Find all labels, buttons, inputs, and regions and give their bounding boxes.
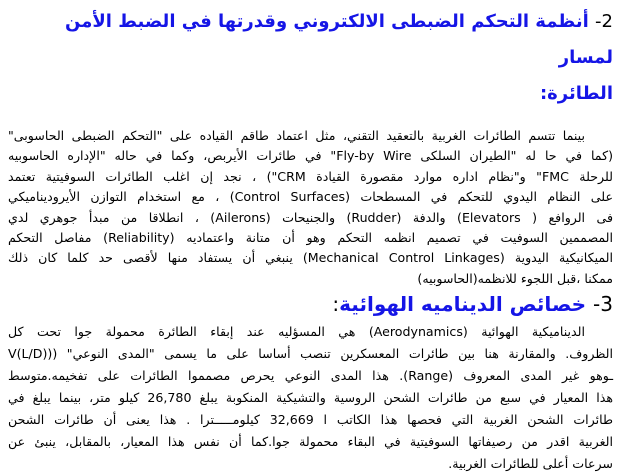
section-3-number: 3- (593, 292, 613, 317)
section-2-heading-line2: الطائرة: (539, 83, 613, 104)
section-2-paragraph (8, 126, 613, 289)
paragraph-line: الظروف. والمقارنة هنا بين طائرات المعسكرين تنصب أساسا على ما يسمى "المدى النوعي" ((V(L/D) (8, 346, 613, 362)
section-3-paragraph (8, 321, 613, 475)
paragraph-line: سرعات أعلى للطائرات الغربية. (448, 456, 613, 472)
paragraph-line: ـوهو غير المدى المعروف (Range). هذا المدى النوعي يحرص مصمموا الطائرات على تفخيمه.متوسط (8, 368, 614, 384)
paragraph-line: على النظام اليدوي للتحكم في المسطحات (Control Surfaces) ، مع استخدام التوازن الأيروديناميكي (8, 189, 613, 205)
section-2-number: 2- (595, 11, 613, 32)
paragraph-line: الميكانيكية اليدوية (Mechanical Control Linkages) ينبغي أن يستفاد منها لأقصى حد كلما كان ذلك (8, 250, 613, 266)
spacer (8, 112, 613, 126)
section-3-heading-text: خصائص الديناميه الهوائية (339, 292, 587, 317)
paragraph-line: هذا المعيار في سبع من طائرات الشحن الروسية والتشيكية المنكوبة يبلغ 26,780 كيلو متر، بينما يبلغ في (8, 390, 613, 406)
section-3-heading (8, 289, 613, 319)
paragraph-line: (كما في حا له "الطيران السلكى Fly-by Wire" في طائرات الأيربص، وكما في حاله "الإداره الحاسوبيه (8, 148, 613, 164)
section-2-heading (8, 4, 613, 76)
paragraph-line: المصممين السوفيت في تصميم انظمه التحكم وهو أن متانة واعتماديه (Reliability) مفاصل التحكم (8, 230, 613, 246)
paragraph-line: الديناميكية الهوائية (Aerodynamics) هي المسؤليه عند إبقاء الطائرة محمولة جوا تحت كل (8, 324, 585, 340)
paragraph-line: الغربية اقدر من رصيفاتها السوفيتية في البقاء محمولة جوا.كما أن نفس هذا المعيار، بالمقابل، ينبئ عن (8, 434, 613, 450)
paragraph-line: بينما تتسم الطائرات الغربية بالتعقيد التقني، مثل اعتماد طاقم القياده على "التحكم الضبطى الحاسوبى" (8, 128, 585, 143)
section-3-heading-colon: : (332, 292, 340, 317)
paragraph-line: فى الروافع ( Elevators) والدفة (Rudder) والجنيحات (Ailerons) ، انطلاقا من مبدأ جوهري لدي (8, 209, 613, 225)
section-2-heading-text: أنظمة التحكم الضبطى الالكتروني وقدرتها في الضبط الأمن لمسار (65, 11, 613, 68)
paragraph-line: طائرات الشحن الغربية التي فحصها هذا الكاتب ا 32,669 كيلومـــــترا . هذا يعنى أن طائرات الشحن (8, 412, 613, 428)
paragraph-line: ممكنا ،قبل اللجوء للانظمه(الحاسوبيه) (417, 270, 613, 286)
paragraph-line: للرحلة FMC" و"نظام اداره موارد مقصورة القيادة CRM") ، نجد إن اغلب الطائرات السوفيتية تعتمد (8, 168, 613, 184)
